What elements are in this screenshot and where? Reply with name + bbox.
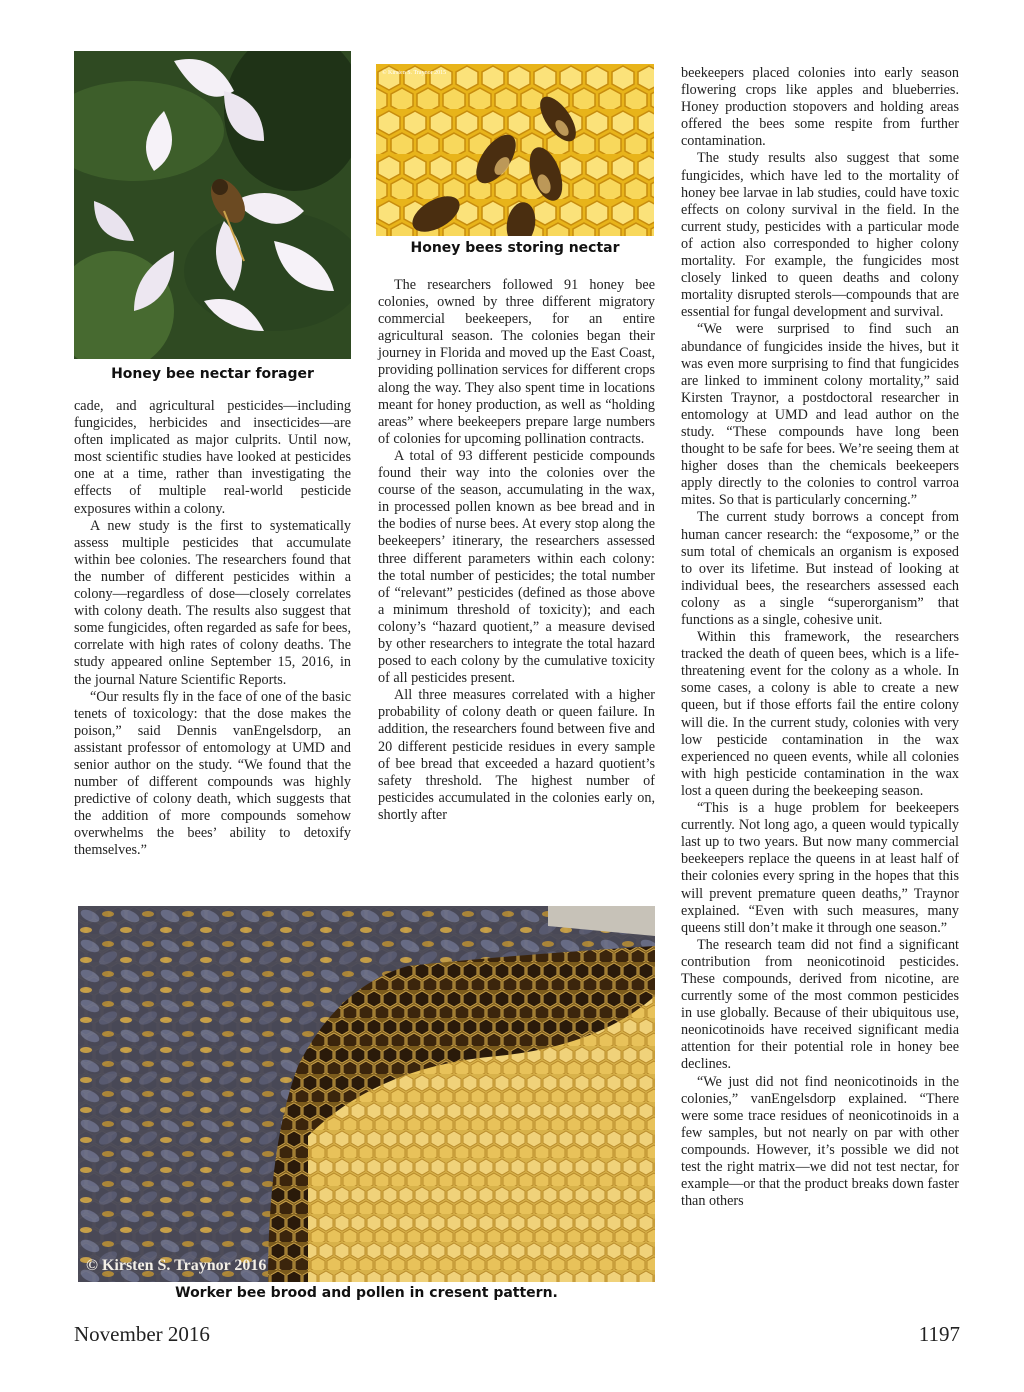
forager-image [74, 51, 351, 359]
col3-paragraph-3: “We were surprised to find such an abundance of fungicides inside the hives, but it was even more surprising to find that fungicides are linked to imminent colony mortality,” said Kirsten Traynor, a postdoctoral researcher in entomology at UMD and lead author on the study. “These compounds have long been thought to be safe for bees. We’re seeing them at higher doses than the chemicals beekeepers apply directly to the colonies to control varroa mites. So that is particularly concerning.” [681, 321, 959, 509]
column-2 [378, 277, 655, 824]
column-1 [74, 398, 351, 860]
col1-paragraph-2: A new study is the first to systematically assess multiple pesticides that accumulate within bee colonies. The researchers found that the number of different pesticides within a colony—regardless of dose—closely correlates with colony death. The results also suggest that some fungicides, often regarded as safe for bees, correlate with high rates of colony deaths. The study appeared online September 15, 2016, in the journal Nature Scientific Reports. [74, 517, 351, 688]
footer-date: November 2016 [74, 1322, 210, 1346]
forager-caption: Honey bee nectar forager [111, 366, 314, 382]
col1-paragraph-3: “Our results fly in the face of one of the basic tenets of toxicology: that the dose makes the poison,” said Dennis vanEngelsdorp, an assistant professor of entomology at UMD and senior author on the study. “We found that the number of different compounds was highly predictive of colony death, which suggests that the addition of more compounds somehow overwhelms the bees’ ability to detoxify themselves.” [74, 688, 351, 859]
col1-paragraph-1: cade, and agricultural pesticides—including fungicides, herbicides and insecticides—are often implicated as major culprits. Until now, most scientific studies have looked at pesticides one at a time, rather than investigating the effects of multiple real-world pesticide exposures within a colony. [74, 398, 351, 517]
storing-image [376, 64, 654, 236]
storing-credit: © Kirsten S. Traynor 2015 [382, 70, 447, 76]
col3-paragraph-1: beekeepers placed colonies into early season flowering crops like apples and blueberries. Honey production stopovers and holding areas offered the bees some respite from further contamination. [681, 65, 959, 150]
brood-caption: Worker bee brood and pollen in cresent pattern. [175, 1285, 558, 1301]
col2-paragraph-2: A total of 93 different pesticide compounds found their way into the colonies over the course of the season, accumulating in the wax, in processed pollen known as bee bread and in the bodies of nurse bees. At every stop along the beekeepers’ itinerary, the researchers assessed three different parameters within each colony: the total number of pesticides; the total number of “relevant” pesticides (defined as those above a minimum threshold of toxicity); and each colony’s “hazard quotient,” a measure devised by other researchers to integrate the total hazard posed to each colony by the cumulative toxicity of all pesticides present. [378, 447, 655, 687]
storing-photo [376, 64, 654, 236]
col3-paragraph-2: The study results also suggest that some fungicides, which have led to the mortality of honey bee larvae in lab studies, could have toxic effects on colony survival in the field. In the current study, pesticides with a particular mode of action also corresponded to higher colony mortality. For example, the fungicides most closely linked to queen deaths and colony mortality disrupted sterols—compounds that are essential for fungal development and survival. [681, 150, 959, 321]
storing-caption: Honey bees storing nectar [410, 240, 620, 256]
col3-paragraph-5: Within this framework, the researchers tracked the death of queen bees, which is a life-threatening event for the colony as a whole. In some cases, a colony is able to create a new queen, but if those efforts fail the entire colony will die. In the current study, colonies with very low pesticide contamination in the wax experienced no queen events, while all colonies with high pesticide contamination in the wax lost a queen during the beekeeping season. [681, 629, 959, 799]
forager-photo [74, 51, 351, 359]
col3-paragraph-8: “We just did not find neonicotinoids in the colonies,” vanEngelsdorp explained. “There were some trace residues of neonicotinoids in a few samples, but not nearly on par with other compounds. However, it’s possible we did not test the right matrix—we did not test nectar, for example—or that the product breaks down faster than others [681, 1073, 959, 1210]
col3-paragraph-6: “This is a huge problem for beekeepers currently. Not long ago, a queen would typically last up to two years. But now many commercial beekeepers replace the queens in at least half of their colonies every spring in the hopes that this will prevent premature queen deaths,” Traynor explained. “Even with such measures, many queens still don’t make it through one season.” [681, 800, 959, 936]
brood-photo [78, 906, 655, 1282]
col2-paragraph-3: All three measures correlated with a higher probability of colony death or queen failure. In addition, the researchers found between five and 20 different pesticide residues in every sample of bee bread that exceeded a hazard quotient’s safety threshold. The highest number of pesticides accumulated in the colonies early on, shortly after [378, 687, 655, 823]
column-3 [681, 65, 959, 1210]
brood-image [78, 906, 655, 1282]
col2-paragraph-1: The researchers followed 91 honey bee colonies, owned by three different migratory commercial beekeepers, for an entire agricultural season. The colonies began their journey in Florida and moved up the East Coast, providing pollination services for different crops along the way. They also spent time in locations meant for honey production, as well as “holding areas” where beekeepers prepare large numbers of colonies for upcoming pollination contracts. [378, 277, 655, 447]
page-number: 1197 [918, 1322, 960, 1346]
col3-paragraph-4: The current study borrows a concept from human cancer research: the “exposome,” or the sum total of chemicals an organism is exposed to over its lifetime. But instead of looking at individual bees, the researchers assessed each colony as a single “superorganism” that functions as a single, cohesive unit. [681, 509, 959, 628]
col3-paragraph-7: The research team did not find a significant contribution from neonicotinoid pesticides. These compounds, derived from nicotine, are currently some of the most common pesticides in use globally. Because of their ubiquitous use, neonicotinoids have received significant media attention for their potential role in honey bee declines. [681, 936, 959, 1073]
brood-credit: © Kirsten S. Traynor 2016 [86, 1257, 267, 1274]
